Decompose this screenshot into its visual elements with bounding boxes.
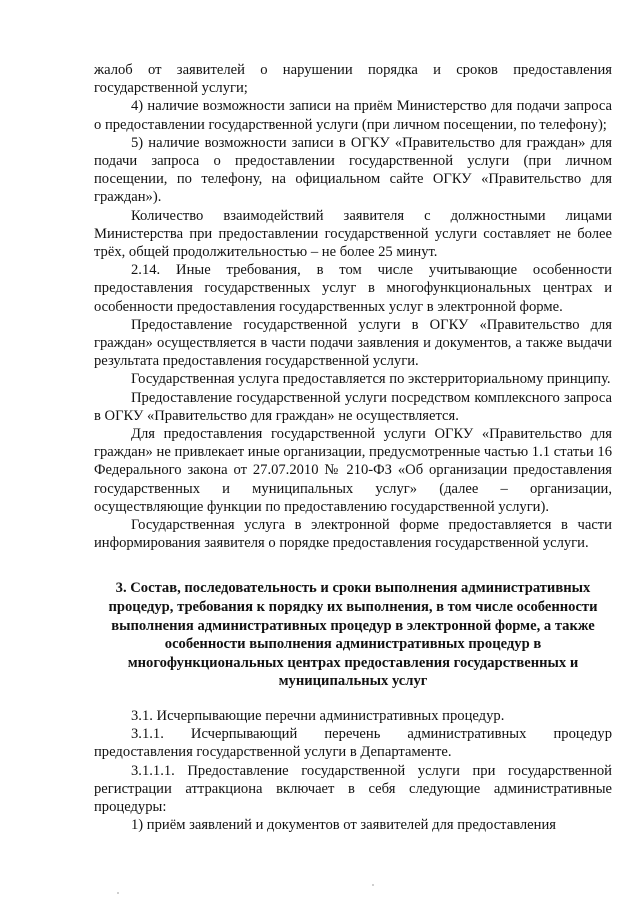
- paragraph: Государственная услуга в электронной форме предоставляется в части информирования заявителя о порядке предоставления государственной услуги.: [94, 517, 612, 552]
- paragraph: Предоставление государственной услуги в ОГКУ «Правительство для граждан» осуществляется в части подачи заявления и документов, а также выдачи результата предоставления государственной услуги.: [94, 316, 612, 370]
- list-item-1: 1) приём заявлений и документов от заявителей для предоставления: [131, 817, 556, 834]
- paragraph: Для предоставления государственной услуги ОГКУ «Правительство для граждан» не привлекает иные организации, предусмотренные частью 1.1 статьи 16 Федерального закона от 27.07.2010 № 210-ФЗ «Об организации предоставления государственных и муниципальных услуг» (далее – организации, осуществляющие функции по предоставлению государственной услуги).: [94, 426, 612, 515]
- section-3-1-1-1: 3.1.1.1. Предоставление государственной услуги при государственной регистрации аттракциона включает в себя следующие административные процедуры:: [94, 762, 612, 816]
- section-3-1: 3.1. Исчерпывающие перечни административных процедур.: [131, 708, 505, 725]
- document-body: [94, 61, 612, 834]
- list-item-5: 5) наличие возможности записи в ОГКУ «Правительство для граждан» для подачи запроса о предоставлении государственной услуги (при личном посещении, по телефону, на официальном сайте ОГКУ «Правительство для граждан»).: [94, 134, 612, 206]
- scan-speck: [117, 892, 119, 894]
- section-3-heading: 3. Состав, последовательность и сроки выполнения административных процедур, требования к порядку их выполнения, в том числе особенности выполнения административных процедур в электронной форме, а также особенности выполнения административных процедур в многофункциональных центрах предоставления государственных и муниципальных услуг: [108, 580, 598, 690]
- paragraph: Количество взаимодействий заявителя с должностными лицами Министерства при предоставлении государственной услуги составляет не более трёх, общей продолжительностью – не более 25 минут.: [94, 207, 612, 261]
- section-3-1-1: 3.1.1. Исчерпывающий перечень административных процедур предоставления государственной услуги в Департаменте.: [94, 726, 612, 761]
- section-2-14: 2.14. Иные требования, в том числе учитывающие особенности предоставления государственных услуг в многофункциональных центрах и особенности предоставления государственных услуг в электронной форме.: [94, 262, 612, 315]
- paragraph: Государственная услуга предоставляется по экстерриториальному принципу.: [131, 371, 611, 388]
- scan-speck: [372, 884, 374, 886]
- list-item-4: 4) наличие возможности записи на приём Министерство для подачи запроса о предоставлении государственной услуги (при личном посещении, по телефону);: [94, 98, 612, 133]
- paragraph: жалоб от заявителей о нарушении порядка и сроков предоставления государственной услуги;: [94, 62, 612, 97]
- paragraph: Предоставление государственной услуги посредством комплексного запроса в ОГКУ «Правительство для граждан» не осуществляется.: [94, 389, 612, 424]
